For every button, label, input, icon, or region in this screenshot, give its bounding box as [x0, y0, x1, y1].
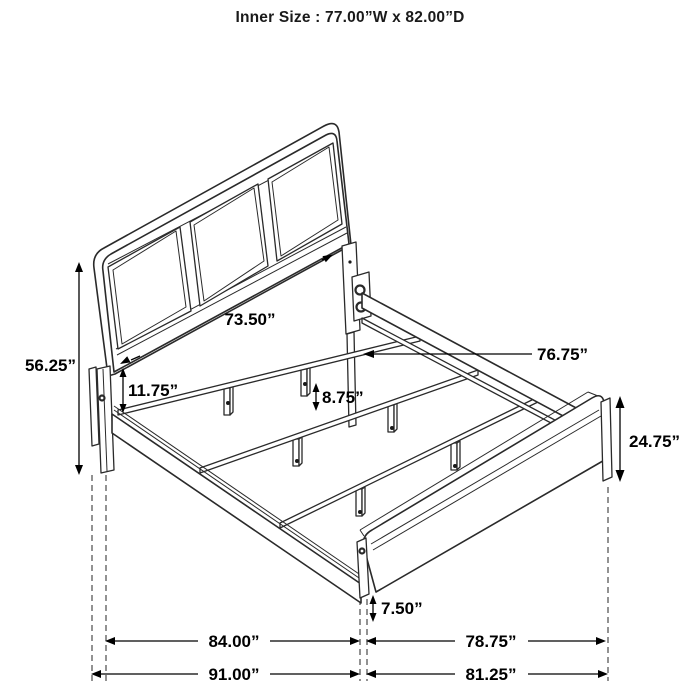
headboard-left-leg — [89, 366, 114, 473]
slat-2 — [200, 370, 478, 473]
dim-label-headboard-leg: 11.75” — [128, 381, 179, 400]
dim-label-inner-depth: 84.00” — [208, 632, 260, 651]
dim-label-outer-width: 81.25” — [465, 665, 517, 684]
dim-label-outer-depth: 91.00” — [208, 665, 260, 684]
dim-label-headboard-width: 73.50” — [224, 310, 276, 329]
dim-outer-depth — [91, 665, 360, 684]
headboard — [89, 124, 371, 473]
dim-label-support-leg-height: 8.75” — [322, 388, 364, 407]
dim-footboard-clearance — [370, 595, 423, 622]
dim-outer-width — [366, 665, 608, 684]
dim-footboard-height — [616, 396, 681, 482]
dim-support-leg-height — [313, 383, 364, 411]
dim-label-footboard-clearance: 7.50” — [381, 599, 423, 618]
dim-headboard-height — [25, 262, 83, 475]
leg-peg-hole — [100, 396, 105, 401]
dim-label-footboard-height: 24.75” — [629, 432, 681, 451]
dim-label-headboard-height: 56.25” — [24, 356, 76, 375]
dim-label-inner-width: 78.75” — [465, 632, 517, 651]
dim-inner-depth — [105, 632, 360, 651]
footboard-right-leg — [601, 398, 612, 481]
dim-label-slat-length: 76.75” — [537, 345, 589, 364]
dim-inner-width — [366, 632, 606, 651]
page-title: Inner Size : 77.00”W x 82.00”D — [235, 9, 465, 26]
